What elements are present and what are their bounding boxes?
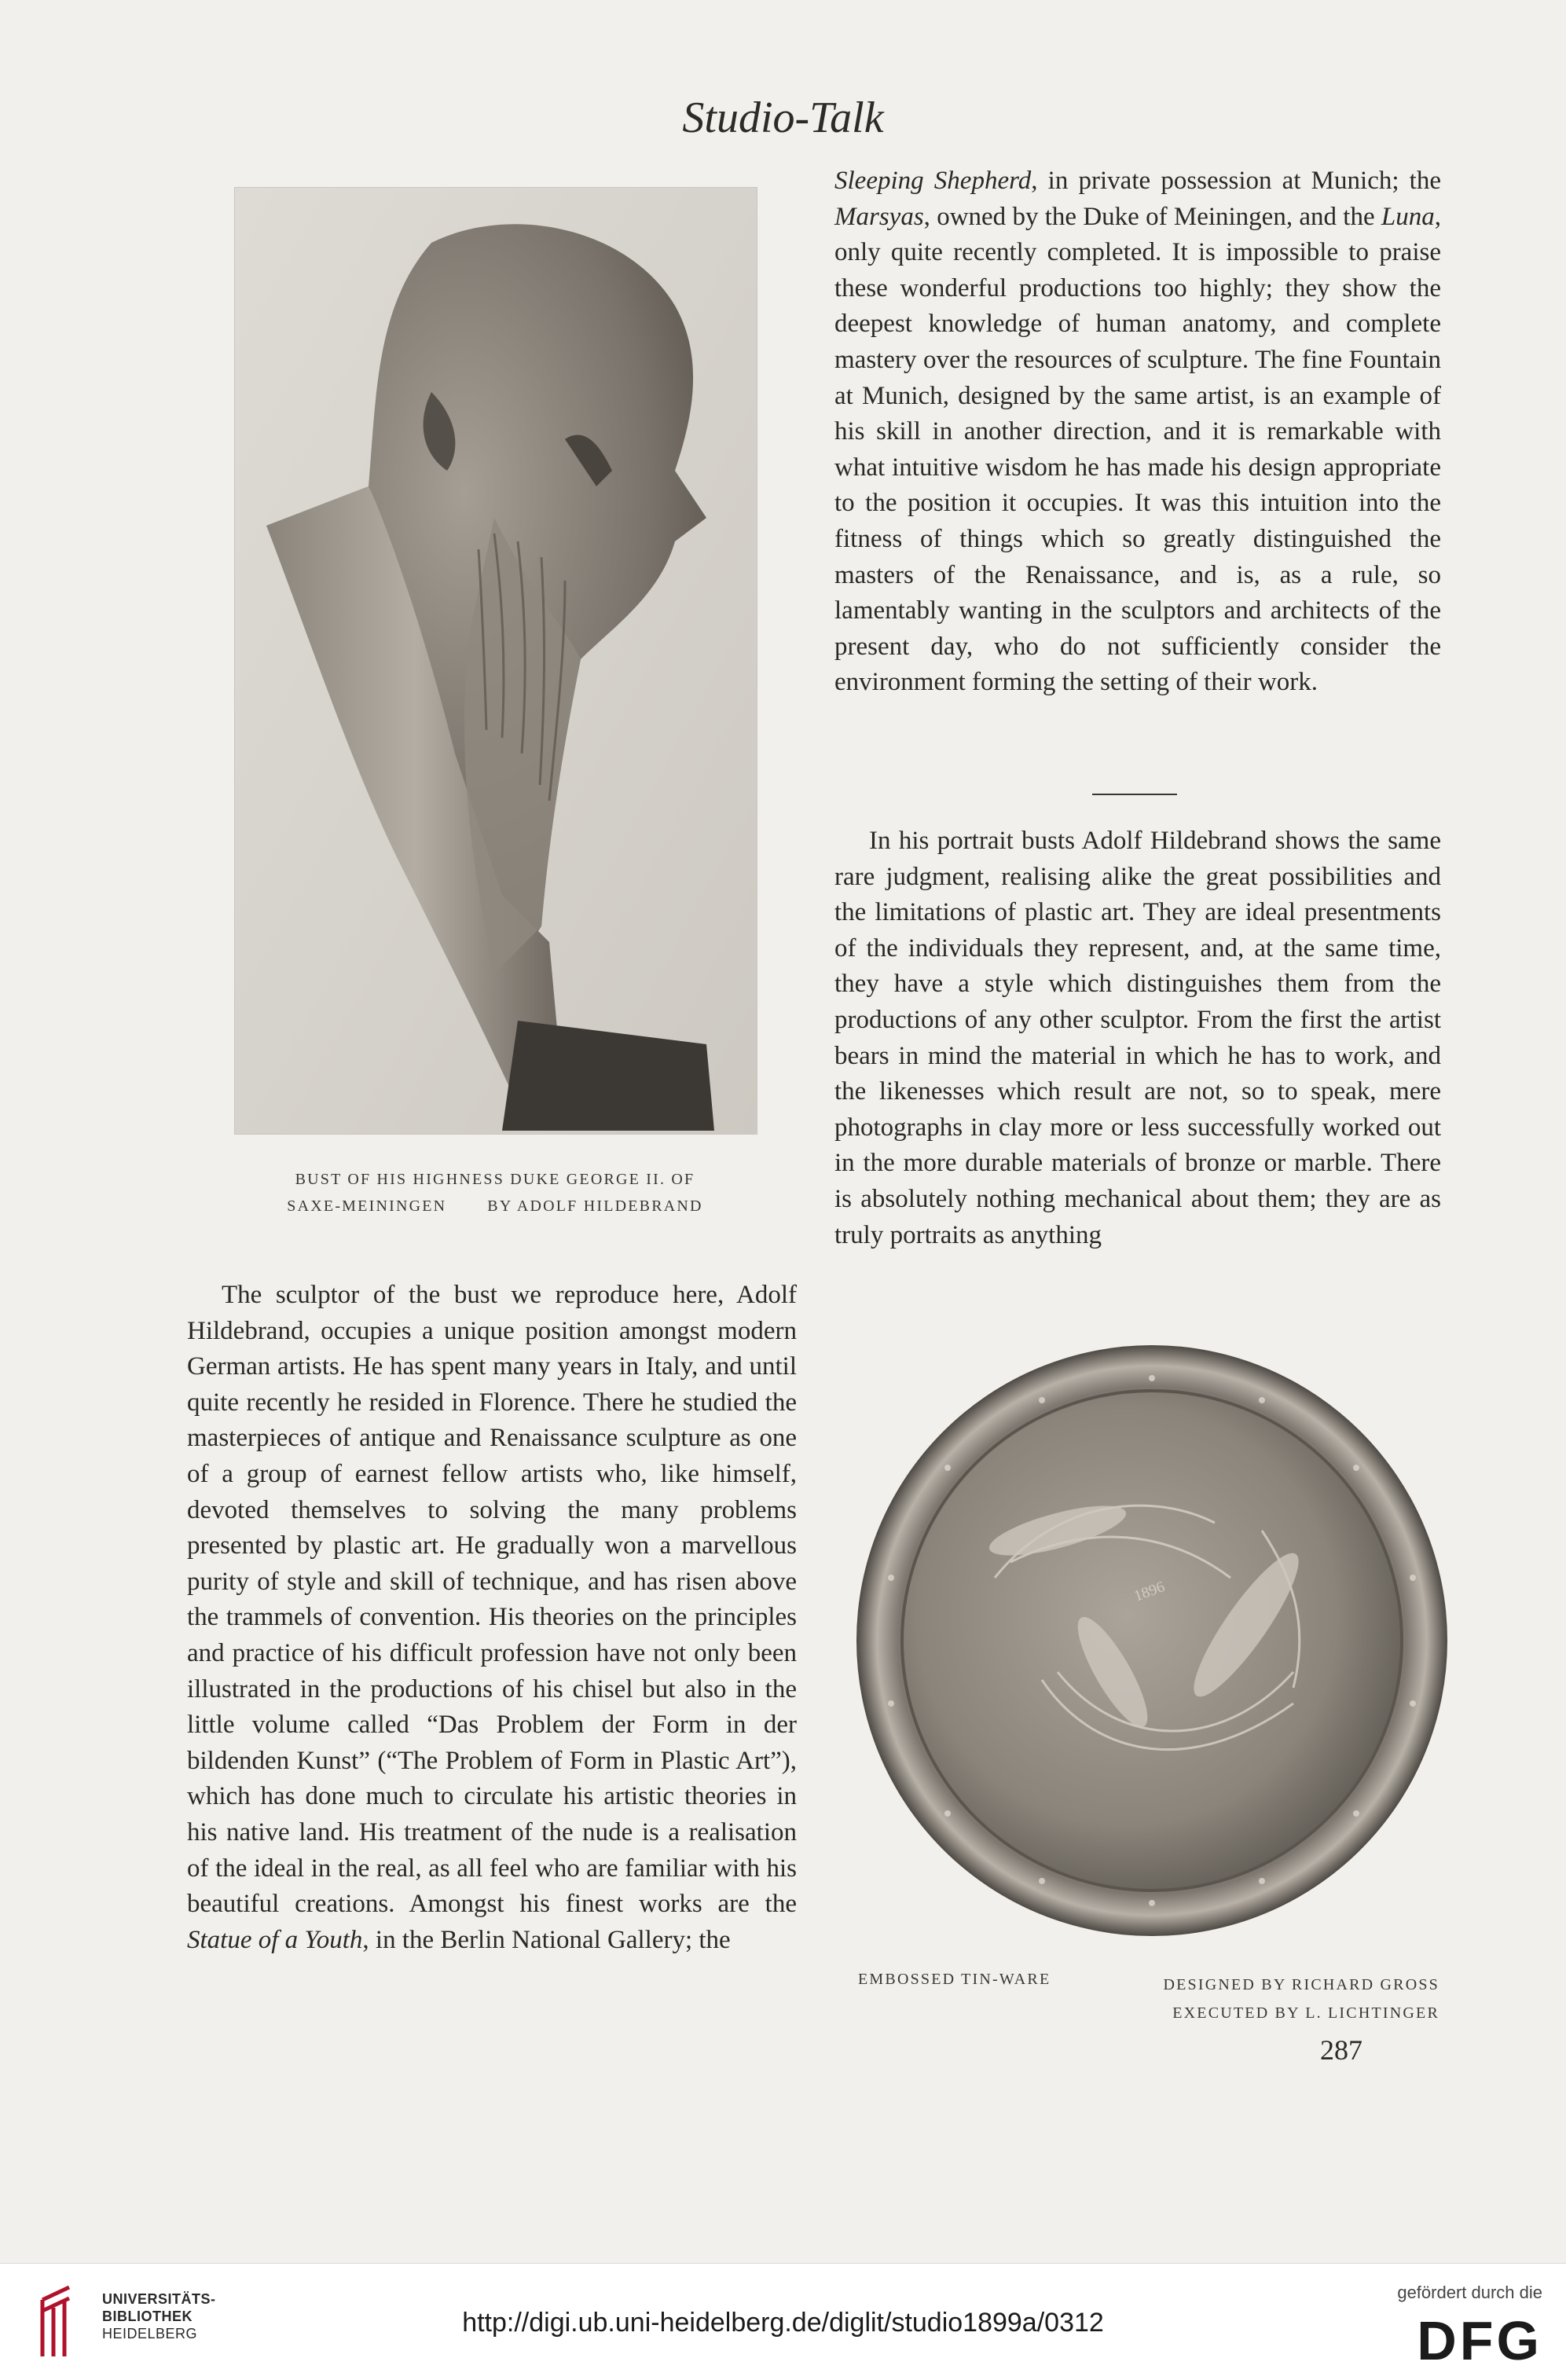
bust-illustration bbox=[235, 188, 757, 1134]
bust-caption bbox=[220, 1166, 770, 1219]
title-luna: Luna bbox=[1381, 202, 1435, 231]
plate-caption-credits bbox=[1116, 1971, 1439, 2027]
library-name-line1: UNIVERSITÄTS- bbox=[102, 2291, 216, 2307]
running-title: Studio-Talk bbox=[682, 94, 884, 142]
source-url-link[interactable]: http://digi.ub.uni-heidelberg.de/diglit/studio1899a/0312 bbox=[462, 2308, 1104, 2338]
page-number: 287 bbox=[1320, 2034, 1362, 2066]
text-span: , in private possession at Munich; the bbox=[1031, 167, 1441, 195]
title-sleeping-shepherd: Sleeping Shepherd bbox=[834, 167, 1032, 195]
title-marsyas: Marsyas bbox=[834, 202, 924, 231]
text-span: , only quite recently completed. It is impossible to praise these wonderful productions too highly; they show the deepest knowledge of human anatomy, and complete mastery over the resources of sculpture. The fine Fountain at Munich, designed by the same artist, is an example of his skill in another direction, and it is remarkable with what intuitive wisdom he has made his design appropriate to the position it occupies. It was this intuition into the fitness of things which so greatly distinguished the masters of the Renaissance, and is, as a rule, so lamentably wanting in the sculptors and architects of the present day, who do not sufficiently consider the environment forming the setting of their work. bbox=[834, 202, 1441, 697]
bust-caption-line1: BUST OF HIS HIGHNESS DUKE GEORGE II. OF bbox=[295, 1171, 695, 1188]
bust-photograph bbox=[234, 187, 757, 1135]
text-span: , in the Berlin National Gallery; the bbox=[362, 1925, 731, 1954]
funded-by-label: gefördert durch die bbox=[1397, 2283, 1542, 2302]
section-divider bbox=[1092, 794, 1177, 795]
plate-caption-title: EMBOSSED TIN-WARE bbox=[858, 1971, 1051, 1988]
dfg-logo: DFG bbox=[1417, 2310, 1542, 2371]
library-name-line2: BIBLIOTHEK bbox=[102, 2308, 193, 2324]
paragraph-works bbox=[834, 163, 1441, 701]
plate-illustration bbox=[853, 1342, 1450, 1939]
bust-caption-subject: SAXE-MEININGEN bbox=[287, 1197, 447, 1215]
embossed-plate-photograph bbox=[853, 1342, 1450, 1939]
plate-caption-executor: EXECUTED BY L. LICHTINGER bbox=[1172, 2004, 1439, 2022]
bust-caption-artist: BY ADOLF HILDEBRAND bbox=[487, 1197, 703, 1215]
paragraph-sculptor bbox=[187, 1278, 797, 1958]
right-column-top-text bbox=[834, 163, 1441, 701]
text-span: , owned by the Duke of Meiningen, and the bbox=[923, 202, 1381, 231]
right-column-middle-text bbox=[834, 823, 1441, 1253]
plate-caption-designer: DESIGNED BY RICHARD GROSS bbox=[1163, 1976, 1439, 1993]
plate-date-mark: 1896 bbox=[1131, 1578, 1168, 1605]
left-column-bottom-text bbox=[187, 1278, 797, 1958]
paragraph-portrait-busts: In his portrait busts Adolf Hildebrand shows the same rare judgment, realising alike the great possibilities and the limitations of plastic art. They are ideal presentments of the individuals they represent, and, at the same time, they have a style which distinguishes them from the productions of any other sculptor. From the first the artist bears in mind the material in which he has to work, and the likenesses which result are not, so to speak, mere photographs in clay more or less successfully worked out in the more durable materials of bronze or marble. There is absolutely nothing mechanical about them; they are as truly portraits as anything bbox=[834, 827, 1441, 1249]
text-span: The sculptor of the bust we reproduce here, Adolf Hildebrand, occupies a unique position amongst modern German artists. He has spent many years in Italy, and until quite recently he resided in Florence. There he studied the masterpieces of antique and Renaissance sculpture as one of a group of earnest fellow artists who, like himself, devoted themselves to solving the many problems presented by plastic art. He gradually won a marvellous purity of style and skill of technique, and has risen above the trammels of convention. His theories on the principles and practice of his difficult profession have not only been illustrated in the productions of his chisel but also in the little volume called “Das Problem der Form in der bildenden Kunst” (“The Problem of Form in Plastic Art”), which has done much to circulate his artistic theories in his native land. His treatment of the nude is a realisation of the ideal in the real, as all feel who are familiar with his beautiful creations. Amongst his finest works are the bbox=[187, 1281, 797, 1919]
library-name-line3: HEIDELBERG bbox=[102, 2326, 198, 2341]
footer-bar bbox=[0, 2263, 1566, 2380]
title-statue-of-a-youth: Statue of a Youth bbox=[187, 1925, 363, 1954]
